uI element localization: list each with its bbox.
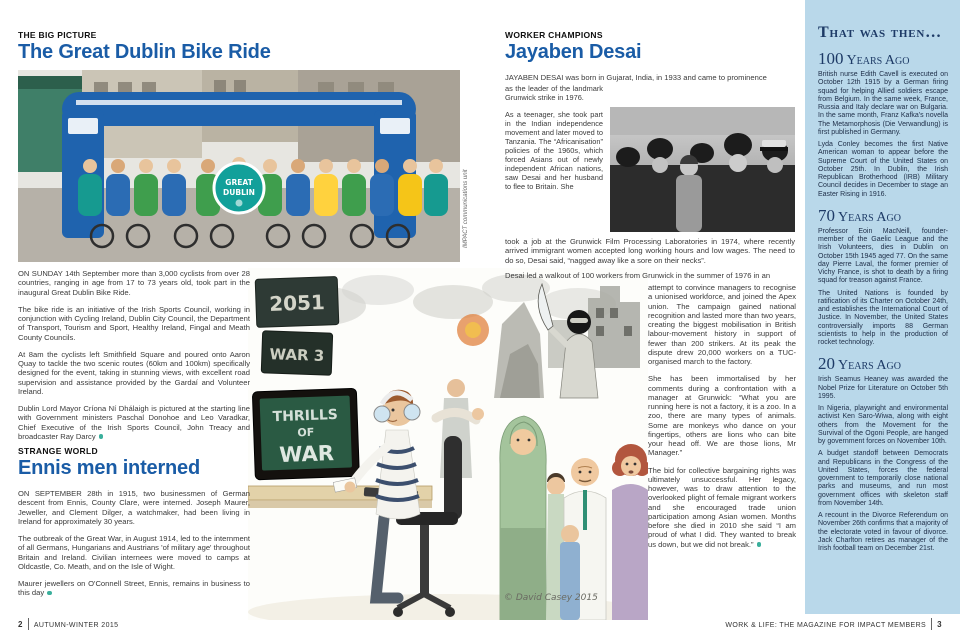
paragraph: ON SEPTEMBER 28th in 1915, two businessmen of German descent from Ennis, County Clare, were interned. Joseph Maurer, Jeweller, and Clement Dilger, a watchmaker, had been living in Ireland for approximately 30 years. [18,489,250,526]
worker-champions-lead2 [505,271,795,280]
sidebar-paragraph: A recount in the Divorce Referendum on November 26th confirms that a majority of the electorate voted in favour of divorce. Jack Charlton retires as manager of the Irish football team on December 21st. [818,512,948,552]
badge-text-2: DUBLIN [223,188,255,197]
war-poster-1 [255,277,339,328]
footer-left [18,618,118,630]
worker-champions-narrow-col [505,84,603,191]
event-badge [214,163,264,213]
poster-text-2051: 2051 [268,290,326,316]
paragraph: The bid for collective bargaining rights was ultimately unsuccessful. Her legacy, however, was to draw attention to the overlooked plight of female migrant workers and she encouraged trade union participation among Asian women. Months before she died in 2010 she said “I am proud of what I did. They wanted to break us down, but we did not break.” [648,465,796,549]
footer-right [725,618,942,630]
artist-signature: © David Casey 2015 [504,593,598,603]
photo-credit: IMPACT communications unit [463,169,469,248]
sidebar-title: That was then… [818,24,942,41]
sidebar-heading-20-years: 20 Years Ago [818,354,901,374]
paragraph: ON SUNDAY 14th September more than 3,000 cyclists from over 28 countries, ranging in age from 17 to 73 years old, took part in the inaugural Great Dublin Bike Ride. [18,269,250,297]
sidebar-paragraph: The United Nations is founded by ratification of its Charter on October 24th, and establishes the International Court of Justice. In November, the United States controversially imports 88 German scientists to help in the production of rocket technology. [818,289,948,346]
worker-champions-mid [505,237,795,273]
screen-text-war: WAR [278,441,335,468]
badge-text-1: GREAT [225,178,253,187]
paragraph: As a teenager, she took part in the Indian independence movement and later moved to Tanzania. The “Africanisation” policies of the 1960s, which forced Asians out of newly independent African nations, saw Desai and her husband to flee to Britain. She [505,110,603,192]
bike-ride-photo [18,70,460,262]
screen-text-of: OF [297,425,315,440]
page-number-left: 2 [18,620,23,629]
bike-ride-photo-illustration [18,70,460,262]
paragraph: Desai led a walkout of 100 workers from Grunwick in the summer of 1976 in an [505,271,771,280]
paragraph: The outbreak of the Great War, in August 1914, led to the internment of all Germans, Hungarians and Austrians 'of military age' throughout Britain and Ireland. Civilian internees were moved to camps at Oldcastle, Co. Meath, and on the Isle of Wight. [18,534,250,571]
paragraph: took a job at the Grunwick Film Processing Laboratories in 1974, where recently arrived immigrant women accepted long working hours and low wages. The need to do so, Desai said, “nagged away like a sore on their necks”. [505,237,795,265]
paragraph: JAYABEN DESAI was born in Gujarat, India, in 1933 and came to prominence [505,73,767,82]
strange-world-body [18,489,250,606]
war-poster-2 [261,331,332,375]
strange-world-kicker: STRANGE WORLD [18,446,98,456]
end-dot [99,434,104,439]
page-number-right: 3 [937,620,942,629]
screen-text-thrills: THRILLS [272,406,339,426]
sidebar-paragraph: British nurse Edith Cavell is executed on October 12th 1915 by a German firing squad for helping Allied soldiers escape from Belgium. In the same week, France, Russia and Italy declare war on Bulgaria. In the same month, Franz Kafka's novella The Metamorphosis (Die Verwandlung) is first published in Germany. [818,71,948,136]
footer-divider [28,618,29,630]
paragraph: The bike ride is an initiative of the Irish Sports Council, working in conjunction with Cycling Ireland, Dublin City Council, the Department of Transport, Tourism and Sport, Healthy Ireland, Fingal and Meath County Councils. [18,304,250,342]
strange-world-headline: Ennis men interned [18,457,200,479]
footer-magazine-label: WORK & LIFE: THE MAGAZINE FOR IMPACT MEMBERS [725,622,927,629]
sidebar-paragraph: Lyda Conley becomes the first Native American woman to appear before the Supreme Court of the United States on October 25th. In Dublin, the Irish Republican Brotherhood (IRB) Military Council decides in December to stage an Easter Rising in 1916. [818,141,948,198]
sidebar-paragraph: Irish Seamus Heaney was awarded the Nobel Prize for Literature on October 5th 1995. [818,376,948,400]
thrills-of-war-cartoon [248,268,648,620]
footer-divider [931,618,932,630]
sidebar-paragraph: Professor Eoin MacNeill, founder-member of the Gaelic League and the Irish Volunteers, dies in Dublin on October 15th 1945 aged 77. On the same day Pierre Laval, the former premier of Vichy France, is shot to death by a firing squad for treason against France. [818,227,948,285]
big-picture-headline: The Great Dublin Bike Ride [18,41,271,63]
sidebar-heading-100-years: 100 Years Ago [818,49,910,68]
sidebar-paragraph: A budget standoff between Democrats and Republicans in the Congress of the United States, forces the federal government to temporarily close national parks and museums, and run most government offices with skeleton staff from November 14th. [818,450,948,507]
worker-champions-kicker: WORKER CHAMPIONS [505,30,603,40]
poster-text-war3: WAR 3 [269,345,325,365]
end-dot [47,591,52,596]
cartoon-illustration [248,268,648,620]
paragraph: Dublin Lord Mayor Críona Ní Dhálaigh is pictured at the starting line with Government ministers Paschal Donohoe and Leo Varadkar, Chief Executive of the Irish Sports Council, John Treacy and broadcaster Ray Darcy [18,404,250,441]
paragraph: At 8am the cyclists left Smithfield Square and poured onto Aaron Quay to tackle the two scenic routes (60km and 100km) specifically designed for the event, taking in stunning views, with excellent road supervision and assistance provided by the Gardaí and Volunteer Ireland. [18,349,250,396]
big-picture-body [18,269,250,449]
big-picture-kicker: THE BIG PICTURE [18,30,97,40]
that-was-then-sidebar [805,0,960,614]
sidebar-paragraph: In Nigeria, playwright and environmental activist Ken Saro-Wiwa, along with eight others from the Movement for the Survival of the Ogoni People, are hanged by government forces on November 10th. [818,405,948,445]
worker-champions-headline: Jayaben Desai [505,41,642,63]
game-monitor [252,388,359,480]
grunwick-strike-photo [610,107,795,232]
paragraph: She has been immortalised by her comments during a confrontation with a manager at Grunwick: “What you are running here is not a factory, it is a zoo. In a zoo, there are many types of animals. Some are monkeys who dance on your fingertips, others are lions who can bite your head off. We are those lions, Mr Manager.” [648,374,796,458]
paragraph: attempt to convince managers to recognise a unionised workforce, and joined the Apex union. The campaign gained national recognition and lasted more than two years, creating the biggest mobilisation in British labour-movement history in support of fewer than 200 strikers. At its peak the dispute drew 20,000 workers on a TUC-organised march to the factory. [648,283,796,366]
grunwick-photo-illustration [610,107,795,232]
worker-champions-right-col [648,283,796,557]
end-dot [757,542,762,547]
sidebar-heading-70-years: 70 Years Ago [818,205,901,225]
paragraph: Maurer jewellers on O'Connell Street, Ennis, remains in business to this day [18,579,250,598]
paragraph: as the leader of the landmark Grunwick strike in 1976. [505,84,603,103]
worker-champions-lead [505,73,795,82]
footer-issue-label: AUTUMN-WINTER 2015 [33,622,119,629]
